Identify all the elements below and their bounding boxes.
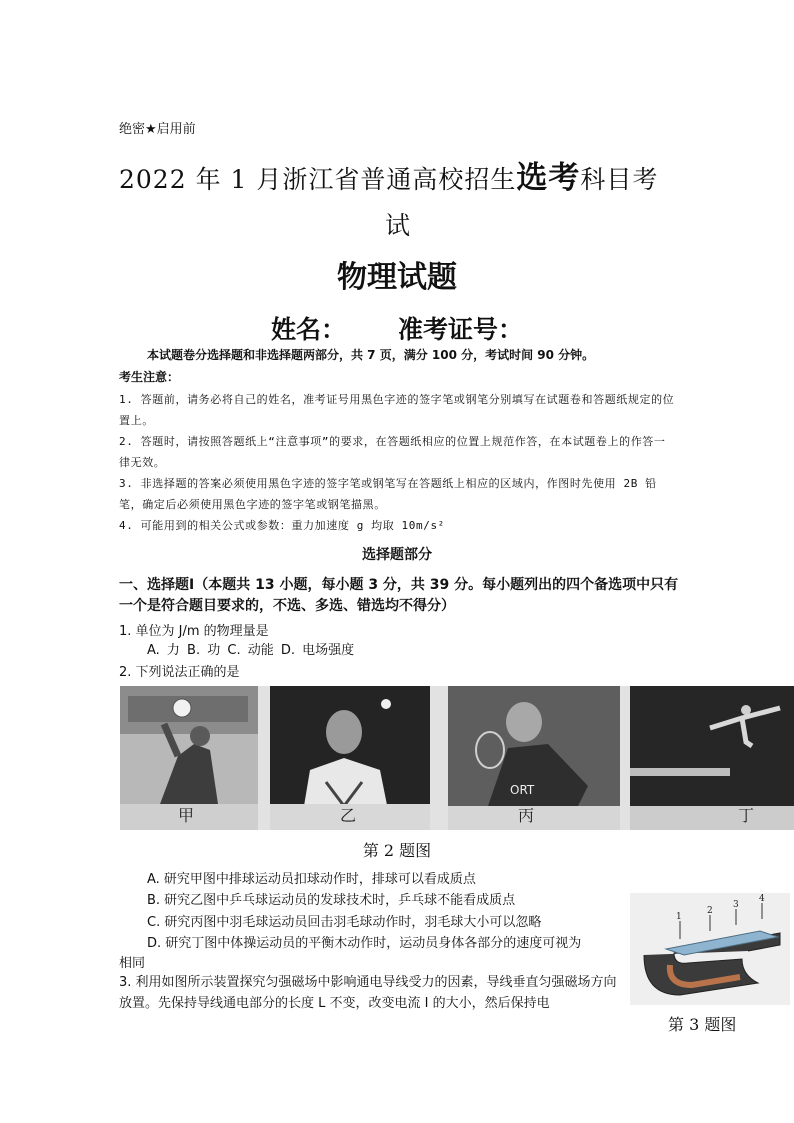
photo-volleyball <box>120 686 258 830</box>
question-2-option-c: C. 研究丙图中羽毛球运动员回击羽毛球动作时，羽毛球大小可以忽略 <box>147 915 542 930</box>
photo-table-tennis <box>270 686 430 830</box>
title-emphasis: 选考 <box>516 160 581 196</box>
gymnast-balance-beam-image <box>630 686 794 830</box>
title-part-2: 科目考 <box>580 165 659 194</box>
question-2-option-b: B. 研究乙图中乒乓球运动员的发球技术时，乒乓球不能看成质点 <box>147 893 516 908</box>
notice-item-3: 3. 非选择题的答案必须使用黑色字迹的签字笔或钢笔写在答题纸上相应的区域内，作图时先使用 2B 铅笔，确定后必须使用黑色字迹的签字笔或钢笔描黑。 <box>119 477 657 511</box>
notice-title: 考生注意： <box>119 370 180 384</box>
notice-item-2: 2. 答题时，请按照答题纸上“注意事项”的要求，在答题纸相应的位置上规范作答，在本试题卷上的作答一律无效。 <box>119 435 666 469</box>
exam-title-continuation: 试 <box>385 211 411 240</box>
terminal-number-4: 4 <box>759 894 765 904</box>
photo-gymnastics <box>630 686 794 830</box>
question-3-stem: 3. 利用如图所示装置探究匀强磁场中影响通电导线受力的因素，导线垂直匀强磁场方向放置。先保持导线通电部分的长度 L 不变，改变电流 I 的大小，然后保持电 <box>119 975 617 1011</box>
title-part-1: 2022 年 1 月浙江省普通高校招生 <box>119 165 517 194</box>
photo-label-bing: 丙 <box>518 806 535 825</box>
part-heading: 一、选择题Ⅰ（本题共 13 小题，每小题 3 分，共 39 分。每小题列出的四个备选项中只有一个是符合题目要求的，不选、多选、错选均不得分） <box>119 577 679 614</box>
question-2-photo-strip <box>120 686 794 830</box>
question-2-option-a: A. 研究甲图中排球运动员扣球动作时，排球可以看成质点 <box>147 872 476 887</box>
question-2-option-d-continued: 相同 <box>119 956 146 971</box>
figure-3-magnet-apparatus <box>630 893 790 1005</box>
notice-item-1: 1. 答题前，请务必将自己的姓名，准考证号用黑色字迹的签字笔或钢笔分别填写在试题卷和答题纸规定的位置上。 <box>119 393 675 427</box>
question-1-stem: 1. 单位为 J/m 的物理量是 <box>119 624 269 639</box>
name-label: 姓名： <box>270 315 346 344</box>
figure-3-caption: 第 3 题图 <box>668 1015 737 1034</box>
section-title: 选择题部分 <box>362 547 432 563</box>
photo-badminton <box>448 686 620 830</box>
question-2-option-d: D. 研究丁图中体操运动员的平衡木动作时，运动员身体各部分的速度可视为 <box>147 936 582 951</box>
figure-2-caption: 第 2 题图 <box>362 841 432 860</box>
svg-text:ORT: ORT <box>510 783 535 797</box>
terminal-number-3: 3 <box>733 900 739 910</box>
confidential-mark: 绝密★启用前 <box>119 122 196 137</box>
terminal-number-2: 2 <box>707 906 713 916</box>
subject-title: 物理试题 <box>337 260 457 295</box>
magnet-apparatus-image <box>630 893 790 1005</box>
id-label: 准考证号： <box>398 315 524 344</box>
question-2-stem: 2. 下列说法正确的是 <box>119 665 240 680</box>
candidate-info-line <box>0 310 794 346</box>
notice-item-4: 4. 可能用到的相关公式或参数：重力加速度 g 均取 10m/s² <box>119 519 445 532</box>
question-1-options: A. 力 B. 功 C. 动能 D. 电场强度 <box>147 643 355 658</box>
terminal-number-1: 1 <box>676 912 682 922</box>
exam-title <box>119 152 679 197</box>
photo-label-yi: 乙 <box>340 806 357 825</box>
paper-intro: 本试题卷分选择题和非选择题两部分，共 7 页，满分 100 分，考试时间 90 分钟。 <box>147 348 595 362</box>
photo-label-jia: 甲 <box>178 806 195 825</box>
photo-label-ding: 丁 <box>738 806 755 825</box>
